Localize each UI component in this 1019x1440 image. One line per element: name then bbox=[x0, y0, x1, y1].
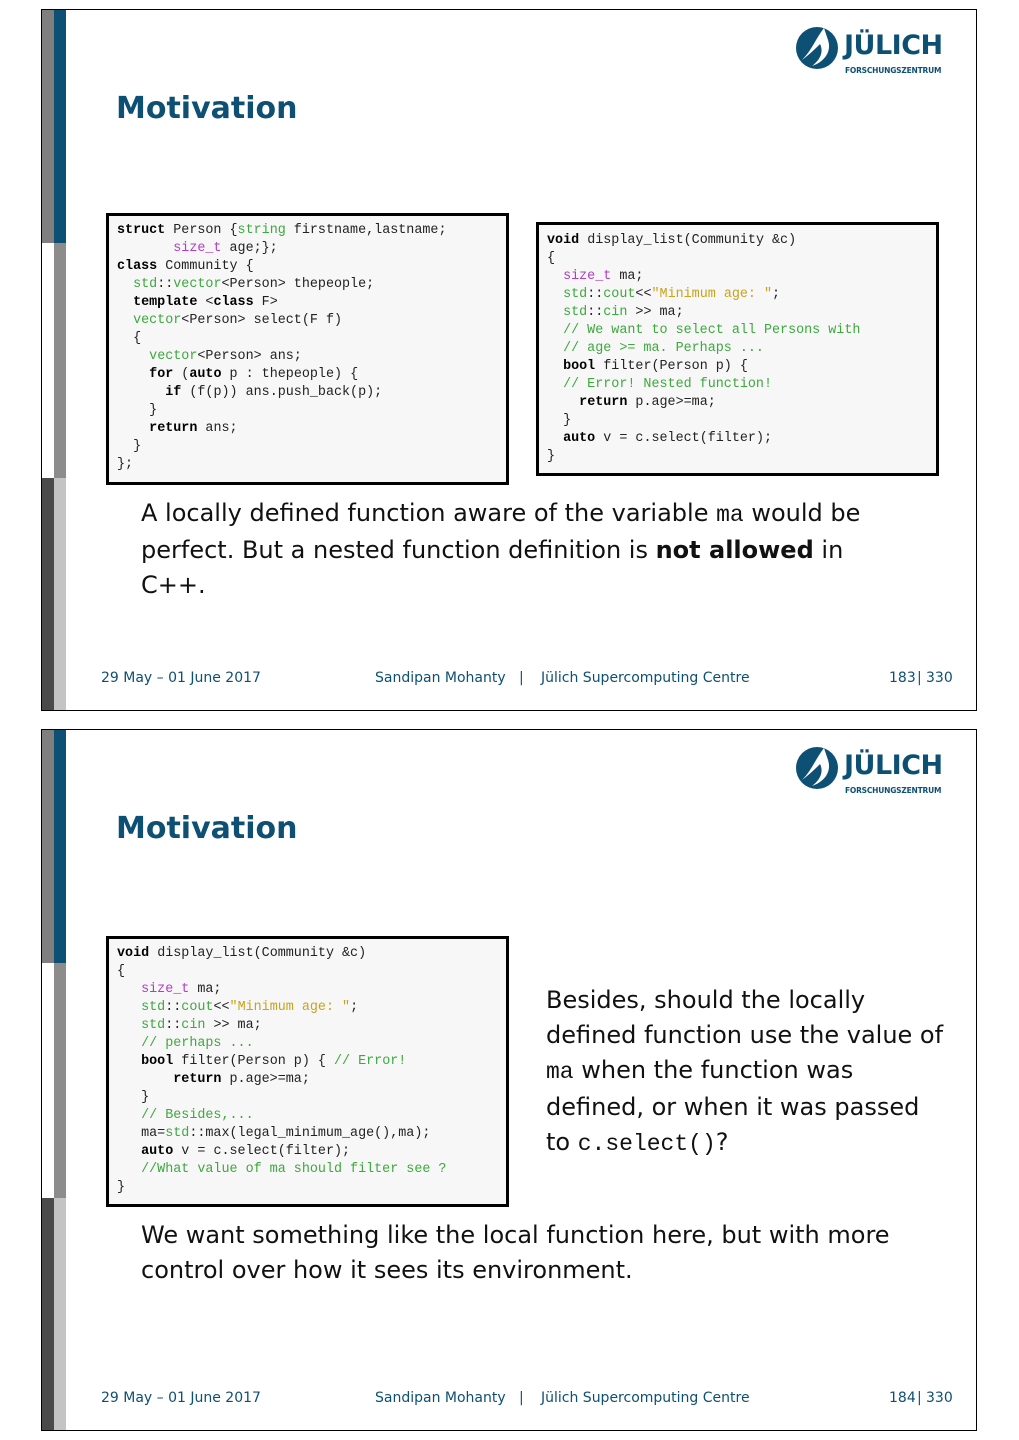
body-text bbox=[141, 496, 901, 603]
footer-date: 29 May – 01 June 2017 bbox=[101, 670, 261, 686]
code-line: void display_list(Community &c) bbox=[547, 233, 797, 248]
code-line: ma=std::max(legal_minimum_age(),ma); bbox=[117, 1126, 431, 1141]
emphasis: not allowed bbox=[655, 536, 814, 564]
side-text-part: ? bbox=[715, 1128, 729, 1156]
code-line: } bbox=[117, 403, 158, 418]
sidebar-stripe bbox=[54, 10, 66, 243]
code-line: std::vector<Person> thepeople; bbox=[133, 277, 375, 292]
slide-title: Motivation bbox=[116, 91, 298, 126]
side-text bbox=[546, 983, 946, 1162]
footer-page-number: 184 bbox=[889, 1390, 916, 1406]
code-line: { bbox=[117, 964, 126, 979]
code-line: std::cout<<"Minimum age: "; bbox=[563, 287, 781, 302]
footer-author: Sandipan Mohanty bbox=[375, 1390, 506, 1406]
code-line: auto v = c.select(filter); bbox=[141, 1144, 351, 1159]
code-line: struct Person {string firstname,lastname; bbox=[117, 223, 447, 238]
code-line: auto v = c.select(filter); bbox=[563, 431, 773, 446]
sidebar-stripe bbox=[42, 243, 54, 478]
code-line: } bbox=[117, 439, 142, 454]
code-line: bool filter(Person p) { // Error! bbox=[141, 1054, 407, 1069]
sidebar-stripe bbox=[42, 730, 54, 963]
footer-separator: | bbox=[519, 670, 524, 686]
inline-code: c.select() bbox=[577, 1131, 716, 1157]
body-text-part: would be perfect. But a nested function definition is bbox=[141, 499, 861, 564]
code-line: vector<Person> select(F f) bbox=[133, 313, 343, 328]
body-text-part: A locally defined function aware of the variable bbox=[141, 499, 717, 527]
code-line: // We want to select all Persons with bbox=[563, 323, 861, 338]
code-line: // Error! Nested function! bbox=[563, 377, 773, 392]
code-line: } bbox=[547, 449, 556, 464]
code-line: void display_list(Community &c) bbox=[117, 946, 367, 961]
logo-subtitle: FORSCHUNGSZENTRUM bbox=[845, 786, 942, 795]
footer-page-number: 183 bbox=[889, 670, 916, 686]
sidebar-stripe bbox=[54, 243, 66, 478]
sidebar-stripe bbox=[54, 963, 66, 1198]
footer-page-separator: | bbox=[917, 670, 922, 686]
code-line: if (f(p)) ans.push_back(p); bbox=[165, 385, 383, 400]
sidebar-stripe bbox=[42, 963, 54, 1198]
code-line: // Besides,... bbox=[141, 1108, 254, 1123]
sidebar-stripe bbox=[42, 10, 54, 243]
logo-wordmark: JÜLICH bbox=[844, 750, 943, 781]
code-line: size_t age;}; bbox=[173, 241, 278, 256]
code-line: return p.age>=ma; bbox=[579, 395, 716, 410]
code-line: } bbox=[547, 413, 572, 428]
side-text-part: when the function was defined, or when it was passed to bbox=[546, 1056, 920, 1156]
sidebar-stripe bbox=[54, 1198, 66, 1430]
slide-title: Motivation bbox=[116, 811, 298, 846]
code-line: }; bbox=[117, 457, 134, 472]
sidebar-stripe bbox=[54, 730, 66, 963]
julich-logo bbox=[794, 742, 954, 800]
code-block-display-list bbox=[106, 936, 509, 1207]
code-line: // perhaps ... bbox=[141, 1036, 254, 1051]
code-line: std::cout<<"Minimum age: "; bbox=[141, 1000, 359, 1015]
slide-184 bbox=[41, 729, 977, 1431]
code-line: { bbox=[117, 331, 142, 346]
footer-page-total: 330 bbox=[926, 1390, 953, 1406]
slide-183 bbox=[41, 9, 977, 711]
footer-separator: | bbox=[519, 1390, 524, 1406]
sidebar-stripe bbox=[42, 478, 54, 710]
code-line: } bbox=[117, 1180, 126, 1195]
code-line: { bbox=[547, 251, 556, 266]
code-line: vector<Person> ans; bbox=[149, 349, 302, 364]
sidebar-stripe bbox=[42, 1198, 54, 1430]
code-line: std::cin >> ma; bbox=[141, 1018, 262, 1033]
logo-wordmark: JÜLICH bbox=[844, 30, 943, 61]
footer-date: 29 May – 01 June 2017 bbox=[101, 1390, 261, 1406]
code-line: size_t ma; bbox=[141, 982, 222, 997]
julich-logo bbox=[794, 22, 954, 80]
code-line: std::cin >> ma; bbox=[563, 305, 684, 320]
code-line: size_t ma; bbox=[563, 269, 644, 284]
code-block-display-list bbox=[536, 222, 939, 476]
footer-page-separator: | bbox=[917, 1390, 922, 1406]
code-line: for (auto p : thepeople) { bbox=[149, 367, 359, 382]
code-line: class Community { bbox=[117, 259, 254, 274]
julich-swirl-icon bbox=[794, 24, 840, 72]
inline-code: ma bbox=[546, 1059, 574, 1085]
sidebar-stripe bbox=[54, 478, 66, 710]
footer-organization: Jülich Supercomputing Centre bbox=[541, 670, 750, 686]
footer-page-total: 330 bbox=[926, 670, 953, 686]
body-text-part: in C++. bbox=[141, 536, 844, 599]
inline-code: ma bbox=[716, 502, 744, 528]
code-line: return ans; bbox=[149, 421, 238, 436]
footer-organization: Jülich Supercomputing Centre bbox=[541, 1390, 750, 1406]
code-line: // age >= ma. Perhaps ... bbox=[563, 341, 764, 356]
side-text-part: Besides, should the locally defined function use the value of bbox=[546, 986, 944, 1049]
body-text: We want something like the local function here, but with more control over how it sees its environment. bbox=[141, 1221, 890, 1284]
julich-swirl-icon bbox=[794, 744, 840, 792]
footer-author: Sandipan Mohanty bbox=[375, 670, 506, 686]
logo-subtitle: FORSCHUNGSZENTRUM bbox=[845, 66, 942, 75]
code-line: template <class F> bbox=[133, 295, 278, 310]
code-block-person-community bbox=[106, 213, 509, 485]
code-line: } bbox=[117, 1090, 150, 1105]
code-line: bool filter(Person p) { bbox=[563, 359, 748, 374]
code-line: return p.age>=ma; bbox=[173, 1072, 310, 1087]
code-line: //What value of ma should filter see ? bbox=[141, 1162, 447, 1177]
